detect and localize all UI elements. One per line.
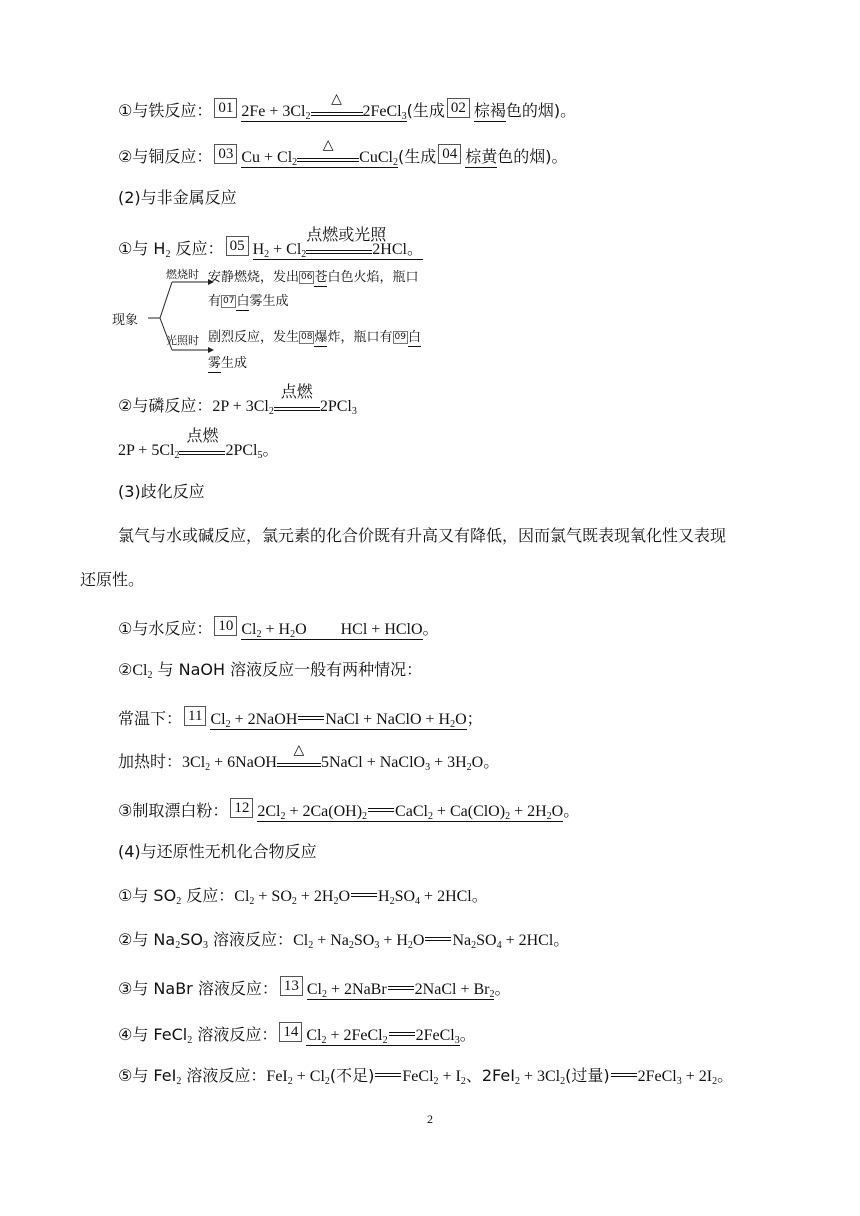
para-line-1: 氯气与水或碱反应，氯元素的化合价既有升高又有降低，因而氯气既表现氧化性又表现	[118, 526, 727, 545]
blank-num-03: 03	[214, 144, 237, 164]
cu-line: ②与铜反应： 03 $Cu + Cl_2$ △ CuCl$_2$(生成 04 棕黄色的烟)。	[118, 138, 568, 168]
phenomenon-label: 现象	[112, 313, 139, 328]
fecl2-equation: $Cl_2$ + 2FeCl$_2$ 2FeCl$_3$	[306, 1027, 460, 1046]
section-4-heading: (4)与还原性无机化合物反应	[118, 842, 317, 861]
blank-num-02: 02	[447, 98, 470, 118]
burning-text: 安静燃烧，发出 06 苍白色火焰，瓶口	[208, 270, 419, 285]
para-line-2: 还原性。	[80, 570, 145, 589]
so2-line: ①与 $SO_2$ 反应：$Cl_2 + SO_2 + 2H_2O$ $H_2SO_4 + 2HCl$。	[118, 886, 488, 907]
blank-num-12: 12	[230, 798, 253, 818]
cu-answer: 棕黄	[465, 147, 498, 166]
h2-line: ①与 $H_2$ 反应： 05 $H_2 + Cl_2$ 点燃或光照 2HCl。	[118, 225, 423, 260]
light-text: 剧烈反应，发生 08 爆炸，瓶口有 09 白	[208, 330, 421, 345]
blank-num-14: 14	[279, 1022, 302, 1042]
p-line-1: ②与磷反应：$2P + 3Cl_2$ 点燃 2PCl$_3$	[118, 382, 357, 417]
section-2-heading: (2)与非金属反应	[118, 188, 237, 207]
blank-num-11: 11	[184, 706, 206, 726]
water-equation: $Cl_2 + H_2O$ HCl + HClO	[241, 621, 423, 640]
light-label: 光照时	[166, 334, 199, 347]
fe-line: ①与铁反应： 01 $2Fe + 3Cl_2$ △ 2FeCl$_3$(生成 02 棕褐色的烟)。	[118, 92, 577, 122]
fei2-line: ⑤与 FeI$_2$ 溶液反应：$FeI_2 + Cl_2$(不足) FeCl$_2$ + $I_2$、$2FeI_2 + 3Cl_2$(过量) 2FeCl$_3$ + $2I_2$。	[118, 1066, 734, 1087]
fe-label: ①与铁反应：	[118, 101, 213, 120]
bleach-line: ③制取漂白粉： 12 $2Cl_2 + 2Ca(OH)_2$ CaCl$_2$ + $Ca(ClO)_2 + 2H_2O$。	[118, 800, 580, 822]
cu-equation: $Cu + Cl_2$ △ CuCl$_2$	[241, 138, 398, 168]
fe-equation: $2Fe + 3Cl_2$ △ 2FeCl$_3$	[241, 92, 407, 122]
nabr-line: ③与 NaBr 溶液反应： 13 $Cl_2$ + 2NaBr 2NaCl + $Br_2$。	[118, 978, 511, 1000]
page-number: 2	[427, 1112, 433, 1126]
hot-line: 加热时：$3Cl_2$ + 6NaOH △ 5NaCl + NaClO$_3$ + $3H_2O$。	[118, 743, 500, 773]
burning-label: 燃烧时	[166, 268, 199, 281]
naoh-intro: $②Cl_2$ 与 NaOH 溶液反应一般有两种情况：	[118, 660, 423, 681]
blank-num-05: 05	[226, 236, 249, 256]
fecl2-line: ④与 FeCl$_2$ 溶液反应： 14 $Cl_2$ + 2FeCl$_2$ 2FeCl$_3$。	[118, 1024, 476, 1046]
blank-num-04: 04	[438, 144, 461, 164]
h2-equation: $H_2 + Cl_2$ 点燃或光照 2HCl。	[252, 225, 423, 260]
cu-label: ②与铜反应：	[118, 147, 213, 166]
bleach-equation: $2Cl_2 + 2Ca(OH)_2$ CaCl$_2$ + $Ca(ClO)_2 + 2H_2O$	[257, 803, 564, 822]
water-line: ①与水反应： 10 $Cl_2 + H_2O$ HCl + HClO。	[118, 618, 439, 640]
nabr-equation: $Cl_2$ + 2NaBr 2NaCl + $Br_2$	[306, 981, 495, 1000]
blank-num-13: 13	[280, 976, 303, 996]
section-3-heading: (3)歧化反应	[118, 482, 205, 501]
blank-num-01: 01	[214, 98, 237, 118]
fe-answer: 棕褐	[473, 101, 506, 120]
na2so3-line: ②与 $Na_2SO_3$ 溶液反应：$Cl_2 + Na_2SO_3 + H_2O$ $Na_2SO_4 + 2HCl$。	[118, 930, 570, 951]
burning-text-2: 有 07 白雾生成	[208, 294, 289, 309]
p-line-2: $2P + 5Cl_2$ 点燃 2PCl$_5$。	[118, 426, 279, 461]
cold-equation: $Cl_2$ + 2NaOH NaCl + NaClO + $H_2O$	[210, 711, 467, 730]
light-text-2: 雾生成	[208, 356, 248, 371]
blank-num-10: 10	[214, 616, 237, 636]
phenomenon-diagram	[110, 264, 470, 374]
cold-line: 常温下： 11 $Cl_2$ + 2NaOH NaCl + NaClO + $H_2O$；	[118, 708, 483, 730]
